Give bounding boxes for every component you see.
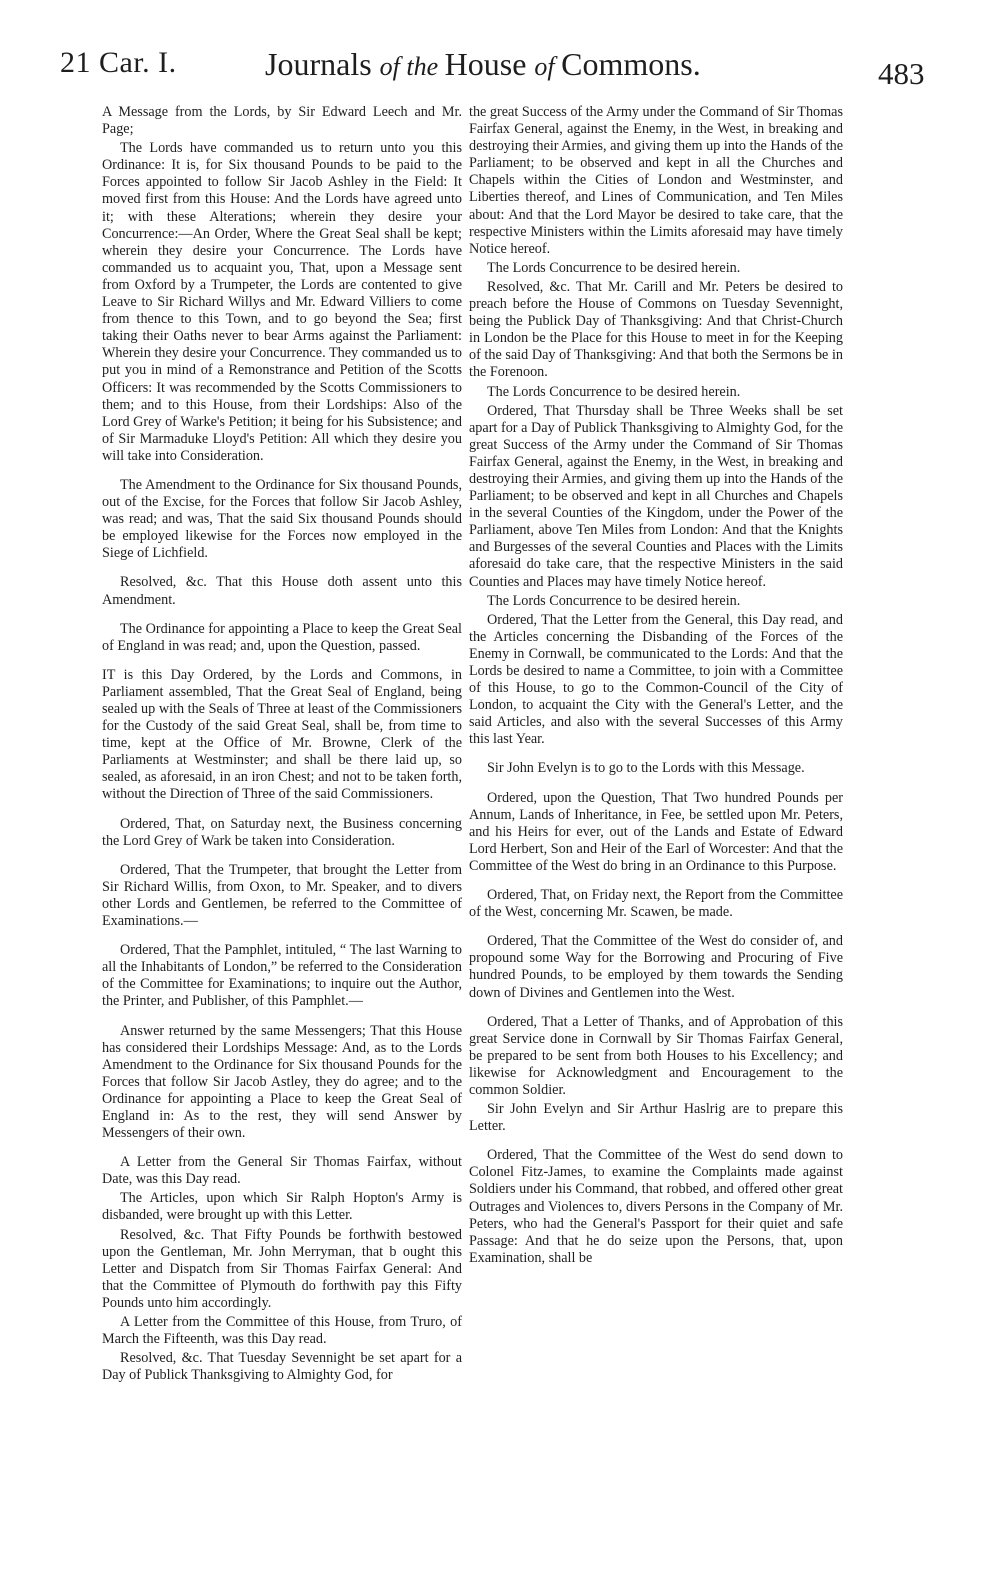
running-header <box>0 46 992 100</box>
ordinance-paragraph: IT is this Day Ordered, by the Lords and Commons, in Parliament assembled, That the Great Seal of England, being sealed up with the Seals of Three at least of the Commissioners for the Custody of the said Great Seal, shall be, from time to time, kept at the Office of Mr. Browne, Clerk of the Parliaments at Westminster; and shall be there laid up, so sealed, as aforesaid, in an iron Chest; and not to be taken forth, without the Direction of Three of the said Commissioners. <box>102 666 462 803</box>
paragraph: Resolved, &c. That Tuesday Sevennight be set apart for a Day of Publick Thanksgiving to Almighty God, for <box>102 1350 462 1384</box>
paragraph: Ordered, That the Committee of the West do consider of, and propound some Way for the Borrowing and Procuring of Five hundred Pounds, to be employed by them towards the Sending down of Divines and Gentlemen into the West. <box>469 933 843 1001</box>
paragraph: Ordered, That the Committee of the West do send down to Colonel Fitz-James, to examine the Complaints made against Soldiers under his Command, that robbed, and offered other great Outrages and Violences to, divers Persons in the Company of Mr. Peters, who had the General's Passport for their quiet and safe Passage: And that he do seize upon the Persons, that, upon Examination, shall be <box>469 1147 843 1266</box>
right-column <box>469 104 843 1269</box>
paragraph: Resolved, &c. That this House doth assent unto this Amendment. <box>102 574 462 608</box>
title-word-commons: Commons. <box>561 46 701 82</box>
paragraph: Sir John Evelyn is to go to the Lords with this Message. <box>487 760 805 777</box>
paragraph: Answer returned by the same Messengers; That this House has considered their Lordships Message: And, as to the Lords Amendment to the Ordinance for Six thousand Pounds for the Forces that follow Sir Jacob Astley, they do agree; and to the Ordinance for appointing a Place to keep the Great Seal of England in: As to the rest, they will send Answer by Messengers of their own. <box>102 1022 462 1142</box>
paragraph: Resolved, &c. That Fifty Pounds be forthwith bestowed upon the Gentleman, Mr. John Merryman, that b ought this Letter and Dispatch from Sir Thomas Fairfax General: And that the Committee of Plymouth do forthwith pay this Fifty Pounds unto him accordingly. <box>102 1226 462 1311</box>
left-column <box>102 104 462 1386</box>
paragraph: Ordered, That, on Saturday next, the Business concerning the Lord Grey of Wark be taken into Consideration. <box>102 815 462 849</box>
paragraph: Ordered, That Thursday shall be Three Weeks shall be set apart for a Day of Publick Thanksgiving to Almighty God, for the great Success of the Army under the Command of Sir Thomas Fairfax General, against the Enemy, in the West, in breaking and destroying their Armies, and giving them up into the Hands of the Parliament; to be observed and kept in all Churches and Chapels in the several Counties of the Kingdom, under the Power of the Parliament, above Ten Miles from London: And that the Knights and Burgesses of the several Counties and Places with the Limits aforesaid do take care, that the respective Ministers in the said Counties and Places may have timely Notice hereof. <box>469 402 843 590</box>
paragraph: The Ordinance for appointing a Place to keep the Great Seal of England in was read; and, upon the Question, passed. <box>102 620 462 654</box>
paragraph: The Lords have commanded us to return unto you this Ordinance: It is, for Six thousand Pounds to be paid to the Forces appointed to follow Sir Jacob Ashley in the Field: It moved first from this House: And the Lords have agreed unto it; with these Alterations; wherein they desire your Concurrence:—An Order, Where the Great Seal shall be kept; wherein they desire your Concurrence. The Lords have commanded us to acquaint you, That, upon a Message sent from Oxford by a Trumpeter, the Lords are contented to give Leave to Sir Richard Willys and Mr. Edward Villiers to come from thence to this Town, and to go beyond the Sea; first taking their Oaths never to bear Arms against the Parliament: Wherein they desire your Concurrence. They commanded us to put you in mind of a Remonstrance and Petition of the Scotts Officers: It was recommended by the Scotts Commissioners to them; and to this House, from their Lordships: Also of the Lord Grey of Warke's Petition; it being for his Subsistence; and of Sir Marmaduke Lloyd's Petition: All which they desire you will take into Consideration. <box>102 140 462 464</box>
paragraph: The Amendment to the Ordinance for Six thousand Pounds, out of the Excise, for the Forces that follow Sir Jacob Ashley, was read; and was, That the said Six thousand Pounds should be employed likewise for the Forces now employed in the Siege of Lichfield. <box>102 476 462 562</box>
paragraph: A Letter from the Committee of this House, from Truro, of March the Fifteenth, was this Day read. <box>102 1314 462 1348</box>
paragraph: The Articles, upon which Sir Ralph Hopton's Army is disbanded, were brought up with this Letter. <box>102 1190 462 1224</box>
paragraph: The Lords Concurrence to be desired herein. <box>487 383 741 400</box>
paragraph: A Message from the Lords, by Sir Edward Leech and Mr. Page; <box>102 104 462 138</box>
journal-title <box>265 46 701 83</box>
paragraph: Ordered, That the Pamphlet, intituled, “ The last Warning to all the Inhabitants of London,” be referred to the Consideration of the Committee for Examinations; to inquire out the Author, the Printer, and Publisher, of this Pamphlet.— <box>102 942 462 1010</box>
paragraph: Ordered, upon the Question, That Two hundred Pounds per Annum, Lands of Inheritance, in Fee, be settled upon Mr. Peters, and his Heirs for ever, out of the Lands and Estate of Edward Lord Herbert, Son and Heir of the Earl of Worcester: And that the Committee of the West do bring in an Ordinance to this Purpose. <box>469 789 843 874</box>
paragraph: the great Success of the Army under the Command of Sir Thomas Fairfax General, against the Enemy, in the West, in breaking and destroying their Armies, and giving them up into the Hands of the Parliament; to be observed and kept in all the Churches and Chapels within the Cities of London and Westminster, and Liberties thereof, and Lines of Communication, and Ten Miles about: And that the Lord Mayor be desired to take care, that the respective Ministers within the Limits aforesaid may have timely Notice hereof. <box>469 104 843 257</box>
paragraph: The Lords Concurrence to be desired herein. <box>487 259 741 276</box>
paragraph: Ordered, That the Letter from the General, this Day read, and the Articles concerning the Disbanding of the Forces of the Enemy in Cornwall, be communicated to the Lords: And that the Lords be desired to name a Committee, to join with a Committee of this House, to go to the Common-Council of the City of London, to acquaint the City with the General's Letter, and the said Articles, and also with the several Successes of this Army this last Year. <box>469 611 843 748</box>
paragraph: Resolved, &c. That Mr. Carill and Mr. Peters be desired to preach before the House of Commons on Tuesday Sevennight, being the Publick Day of Thanksgiving: And that Christ-Church in London be the Place for this House to meet in for the Keeping of the said Day of Thanksgiving: And that both the Sermons be in the Forenoon. <box>469 278 843 381</box>
paragraph: Ordered, That a Letter of Thanks, and of Approbation of this great Service done in Cornwall by Sir Thomas Fairfax General, be prepared to be sent from both Houses to his Excellency; and likewise for Acknowledgment and Encouragement to the common Soldier. <box>469 1013 843 1098</box>
title-word-journals: Journals <box>265 46 380 82</box>
paragraph: Ordered, That the Trumpeter, that brought the Letter from Sir Richard Willis, from Oxon, to Mr. Speaker, and to divers other Lords and Gentlemen, be referred to the Committee of Examinations.— <box>102 861 462 930</box>
title-word-of: of <box>534 52 562 81</box>
regnal-year: 21 Car. I. <box>60 46 177 79</box>
title-word-house: House <box>444 46 535 82</box>
paragraph: Sir John Evelyn and Sir Arthur Haslrig are to prepare this Letter. <box>469 1101 843 1135</box>
page-number: 483 <box>878 56 925 91</box>
title-word-of-the: of the <box>379 52 445 81</box>
paragraph: The Lords Concurrence to be desired herein. <box>487 592 741 609</box>
paragraph: Ordered, That, on Friday next, the Report from the Committee of the West, concerning Mr. Scawen, be made. <box>469 887 843 921</box>
paragraph: A Letter from the General Sir Thomas Fairfax, without Date, was this Day read. <box>102 1154 462 1188</box>
